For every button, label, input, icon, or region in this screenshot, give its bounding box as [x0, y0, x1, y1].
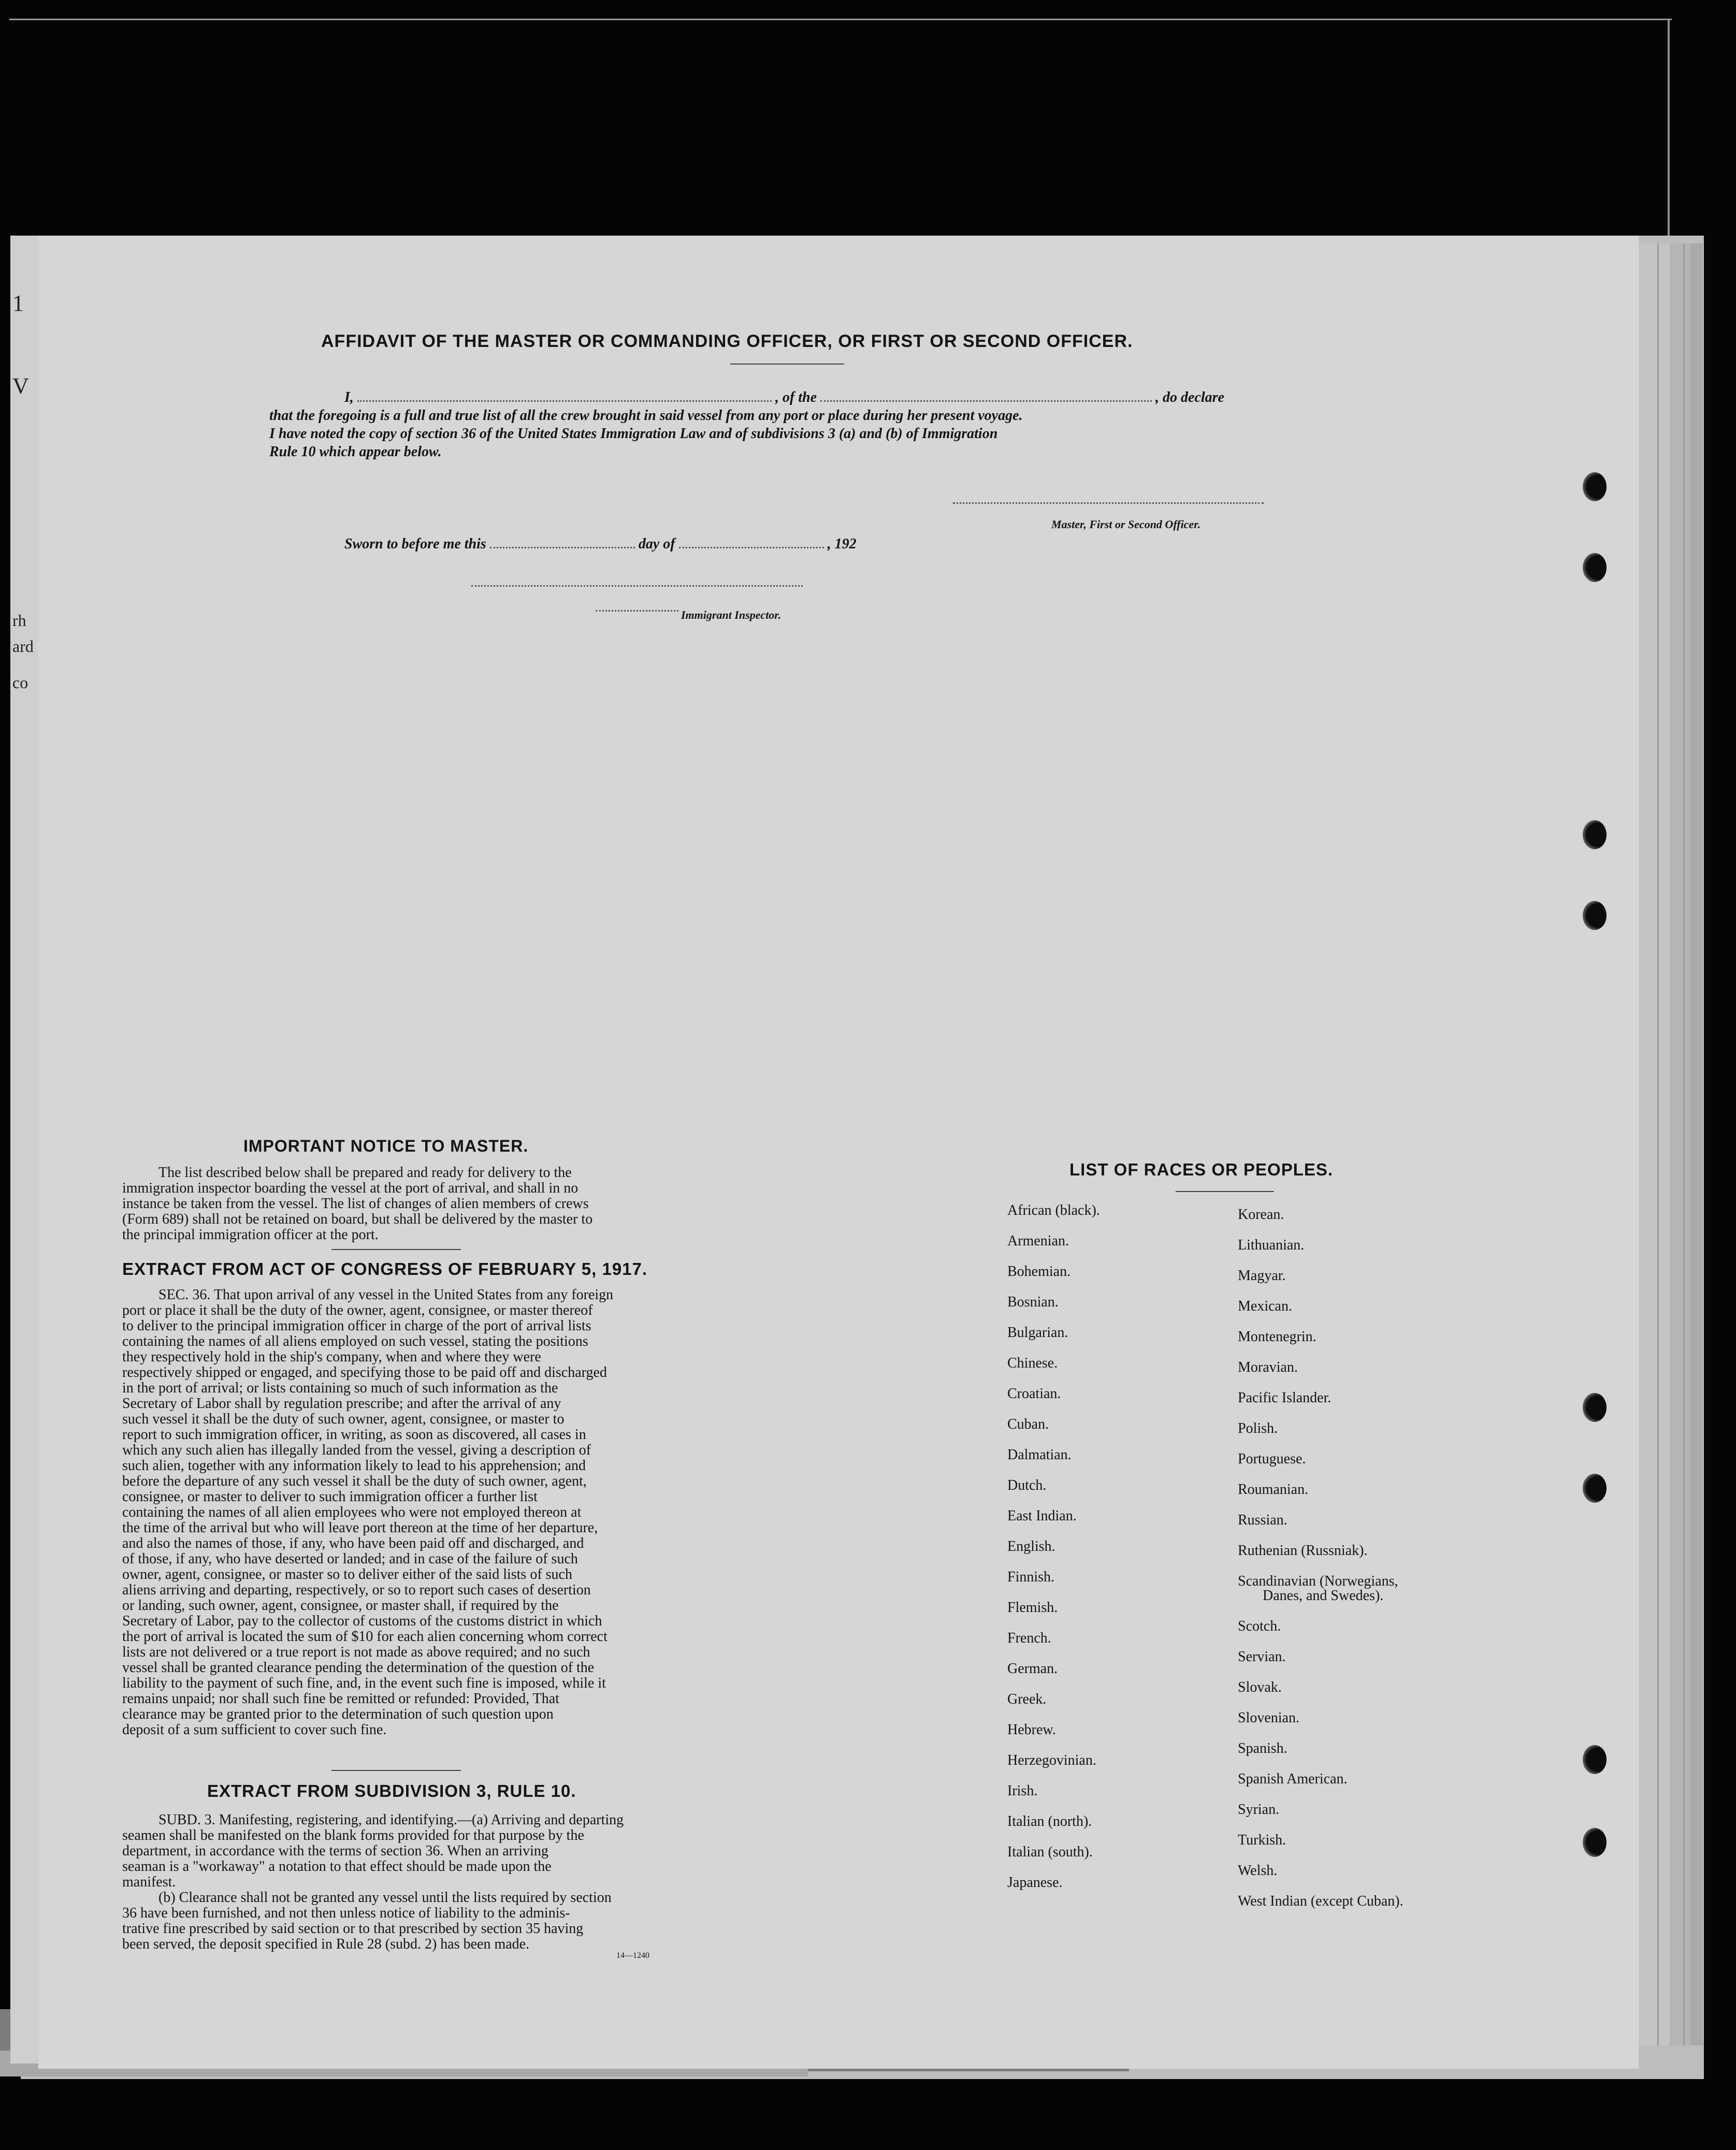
edge-handwriting: ard	[12, 637, 34, 656]
notice-line: (Form 689) shall not be retained on board, but shall be delivered by the master to	[122, 1211, 593, 1227]
text-line: containing the names of all aliens employed on such vessel, stating the positions	[122, 1333, 588, 1349]
extract-act-text	[122, 1287, 726, 1738]
affidavit-of-the: , of the	[775, 389, 817, 405]
inspector-dots	[596, 610, 678, 612]
notice-line: the principal immigration officer at the port.	[122, 1227, 379, 1243]
race-item: Bulgarian.	[1007, 1325, 1068, 1341]
race-item: English.	[1007, 1538, 1055, 1555]
race-item: Magyar.	[1238, 1268, 1286, 1284]
sworn-day-blank	[490, 547, 635, 548]
text-line: seamen shall be manifested on the blank forms provided for that purpose by the	[122, 1827, 584, 1843]
text-line: Secretary of Labor shall by regulation prescribe; and after the arrival of any	[122, 1396, 561, 1412]
race-item: Spanish American.	[1238, 1771, 1348, 1787]
text-line: of those, if any, who have deserted or landed; and in case of the failure of such	[122, 1551, 578, 1567]
race-item: Welsh.	[1238, 1863, 1278, 1879]
text-line: they respectively hold in the ship's company, when and where they were	[122, 1349, 541, 1365]
text-line: such vessel it shall be the duty of such owner, agent, consignee, or master to	[122, 1411, 565, 1427]
text-line: remains unpaid; nor shall such fine be remitted or refunded: Provided, That	[122, 1691, 559, 1707]
text-line: such alien, together with any information likely to lead to his apprehension; and	[122, 1458, 586, 1474]
text-line: or landing, such owner, agent, consignee, or master shall, if required by the	[122, 1597, 559, 1614]
text-line: SEC. 36. That upon arrival of any vessel in the United States from any foreign	[158, 1287, 614, 1303]
master-label: Master, First or Second Officer.	[1051, 518, 1201, 531]
extract-rule-text	[122, 1812, 726, 1952]
day-of-label: day of	[638, 536, 675, 552]
race-item: Armenian.	[1007, 1233, 1069, 1249]
race-item: Mexican.	[1238, 1298, 1292, 1314]
race-item: Moravian.	[1238, 1359, 1298, 1375]
race-item: Russian.	[1238, 1512, 1287, 1528]
text-line: SUBD. 3. Manifesting, registering, and identifying.—(a) Arriving and departing	[158, 1812, 624, 1828]
notice-line: The list described below shall be prepared and ready for delivery to the	[158, 1165, 572, 1181]
race-item: Syrian.	[1238, 1802, 1280, 1818]
race-item: Montenegrin.	[1238, 1329, 1317, 1345]
text-line: trative fine prescribed by said section or to that prescribed by section 35 having	[122, 1921, 584, 1937]
race-item: Roumanian.	[1238, 1481, 1309, 1498]
race-item: Lithuanian.	[1238, 1237, 1305, 1253]
page-stack-edge	[1690, 243, 1703, 2045]
text-line: been served, the deposit specified in Rule 28 (subd. 2) has been made.	[122, 1936, 530, 1952]
notice-text	[122, 1165, 726, 1243]
punch-hole	[1583, 1828, 1607, 1857]
punch-hole	[1583, 901, 1607, 930]
punch-hole	[1583, 1393, 1607, 1422]
edge-handwriting: V	[12, 373, 29, 399]
race-item: Pacific Islander.	[1238, 1390, 1332, 1406]
race-item: Herzegovinian.	[1007, 1752, 1096, 1768]
left-page-edge	[10, 236, 38, 2064]
race-item: Slovenian.	[1238, 1710, 1299, 1726]
race-item: Polish.	[1238, 1420, 1278, 1436]
edge-handwriting: co	[12, 673, 28, 692]
text-line: clearance may be granted prior to the determination of such question upon	[122, 1706, 554, 1722]
extract-act-title: EXTRACT FROM ACT OF CONGRESS OF FEBRUARY 5, 1917.	[122, 1259, 648, 1279]
edge-handwriting: rh	[12, 611, 26, 630]
text-line: respectively shipped or engaged, and specifying those to be paid off and discharged	[122, 1364, 607, 1381]
page-divider	[1657, 243, 1659, 2045]
sworn-month-blank	[679, 547, 824, 548]
race-item: Japanese.	[1007, 1875, 1063, 1891]
page-stack-edge	[1670, 243, 1690, 2045]
text-line: deposit of a sum sufficient to cover such fine.	[122, 1722, 387, 1738]
race-item: Korean.	[1238, 1207, 1284, 1223]
text-line: which any such alien has illegally landed from the vessel, giving a description of	[122, 1442, 591, 1458]
race-item: Finnish.	[1007, 1569, 1055, 1585]
notice-title: IMPORTANT NOTICE TO MASTER.	[243, 1137, 529, 1155]
text-line: to deliver to the principal immigration officer in charge of the port of arrival lists	[122, 1318, 591, 1334]
text-line: (b) Clearance shall not be granted any vessel until the lists required by section	[158, 1890, 612, 1906]
text-line: report to such immigration officer, in writing, as soon as discovered, all cases in	[122, 1427, 586, 1443]
vessel-blank	[820, 400, 1152, 402]
inspector-signature-line	[471, 585, 803, 587]
race-item: East Indian.	[1007, 1508, 1077, 1524]
race-item: Scotch.	[1238, 1618, 1281, 1634]
race-item: Irish.	[1007, 1783, 1038, 1799]
punch-hole	[1583, 1745, 1607, 1774]
text-line: owner, agent, consignee, or master so to deliver either of the said lists of such	[122, 1566, 572, 1582]
text-line: and also the names of those, if any, who have been paid off and discharged, and	[122, 1535, 584, 1551]
race-item: Bohemian.	[1007, 1263, 1071, 1280]
races-underline	[1176, 1191, 1274, 1192]
race-item: Servian.	[1238, 1649, 1286, 1665]
extract-rule-title: EXTRACT FROM SUBDIVISION 3, RULE 10.	[207, 1781, 576, 1800]
affidavit-title: AFFIDAVIT OF THE MASTER OR COMMANDING OFFICER, OR FIRST OR SECOND OFFICER.	[321, 331, 1133, 351]
race-item: West Indian (except Cuban).	[1238, 1893, 1404, 1909]
scan-border-top	[9, 19, 1672, 20]
page-divider	[1683, 243, 1685, 2045]
affidavit-line-4: Rule 10 which appear below.	[269, 444, 442, 460]
inspector-label: Immigrant Inspector.	[681, 608, 782, 621]
text-line: port or place it shall be the duty of the owner, agent, consignee, or master thereof	[122, 1302, 593, 1318]
affidavit-i: I,	[344, 389, 354, 405]
text-line: the time of the arrival but who will leave port thereon at the time of her departure,	[122, 1520, 598, 1536]
race-item: Hebrew.	[1007, 1722, 1056, 1738]
text-line: manifest.	[122, 1874, 176, 1890]
race-item: Croatian.	[1007, 1386, 1061, 1402]
race-item: Bosnian.	[1007, 1294, 1059, 1310]
text-line: vessel shall be granted clearance pending the determination of the question of the	[122, 1660, 595, 1676]
race-item: Scandinavian (Norwegians,	[1238, 1573, 1398, 1589]
race-item: Danes, and Swedes).	[1263, 1588, 1384, 1604]
race-item: German.	[1007, 1661, 1058, 1677]
act-underline	[331, 1770, 461, 1771]
race-item: Turkish.	[1238, 1832, 1286, 1848]
notice-line: immigration inspector boarding the vessel at the port of arrival, and shall in no	[122, 1180, 578, 1196]
race-item: Italian (south).	[1007, 1844, 1093, 1860]
race-item: Cuban.	[1007, 1416, 1049, 1432]
text-line: liability to the payment of such fine, and, in the event such fine is imposed, while it	[122, 1675, 606, 1691]
punch-hole	[1583, 1474, 1607, 1503]
punch-hole	[1583, 553, 1607, 582]
race-item: Italian (north).	[1007, 1813, 1092, 1829]
race-item: Greek.	[1007, 1691, 1047, 1707]
punch-hole	[1583, 820, 1607, 849]
race-item: Portuguese.	[1238, 1451, 1306, 1467]
text-line: in the port of arrival; or lists containing so much of such information as the	[122, 1380, 558, 1396]
text-line: containing the names of all alien employees who were not employed thereon at	[122, 1504, 582, 1520]
race-item: Flemish.	[1007, 1600, 1058, 1616]
text-line: seaman is a "workaway" a notation to that effect should be made upon the	[122, 1858, 552, 1875]
race-item: Spanish.	[1238, 1740, 1287, 1756]
race-item: Dalmatian.	[1007, 1447, 1072, 1463]
name-blank	[357, 400, 772, 402]
races-title: LIST OF RACES OR PEOPLES.	[1069, 1160, 1334, 1179]
form-number: 14—1240	[616, 1951, 649, 1960]
text-line: aliens arriving and departing, respectively, or so to report such cases of desertion	[122, 1582, 591, 1598]
text-line: consignee, or master to deliver to such immigration officer a further list	[122, 1489, 538, 1505]
master-signature-line	[953, 502, 1264, 504]
race-item: Slovak.	[1238, 1679, 1282, 1695]
notice-underline	[331, 1249, 461, 1250]
text-line: before the departure of any such vessel it shall be the duty of such owner, agent,	[122, 1473, 587, 1489]
affidavit-line-1	[344, 389, 1224, 406]
notice-line: instance be taken from the vessel. The list of changes of alien members of crews	[122, 1196, 589, 1212]
race-item: French.	[1007, 1630, 1051, 1646]
edge-handwriting: 1	[12, 290, 24, 316]
text-line: 36 have been furnished, and not then unless notice of liability to the adminis-	[122, 1905, 570, 1921]
race-item: Ruthenian (Russniak).	[1238, 1543, 1368, 1559]
year-label: , 192	[827, 536, 857, 552]
title-underline	[730, 364, 844, 365]
race-item: Chinese.	[1007, 1355, 1058, 1371]
affidavit-declare: , do declare	[1155, 389, 1224, 405]
text-line: lists are not delivered or a true report is not made as above required; and no such	[122, 1644, 590, 1660]
affidavit-line-3: I have noted the copy of section 36 of the United States Immigration Law and of subdivisions 3 (a) and (b) of Immigration	[269, 426, 998, 442]
page-stack-edge	[1639, 243, 1670, 2045]
race-item: Dutch.	[1007, 1477, 1047, 1493]
scan-border-right	[1668, 19, 1670, 236]
sworn-label: Sworn to before me this	[344, 536, 486, 552]
affidavit-line-2: that the foregoing is a full and true list of all the crew brought in said vessel from any port or place during her present voyage.	[269, 408, 1023, 424]
sworn-line	[344, 536, 857, 553]
text-line: the port of arrival is located the sum of $10 for each alien concerning whom correct	[122, 1629, 607, 1645]
text-line: department, in accordance with the terms of section 36. When an arriving	[122, 1843, 548, 1859]
punch-hole	[1583, 472, 1607, 501]
race-item: African (black).	[1007, 1202, 1100, 1218]
text-line: Secretary of Labor, pay to the collector of customs of the customs district in which	[122, 1613, 602, 1629]
